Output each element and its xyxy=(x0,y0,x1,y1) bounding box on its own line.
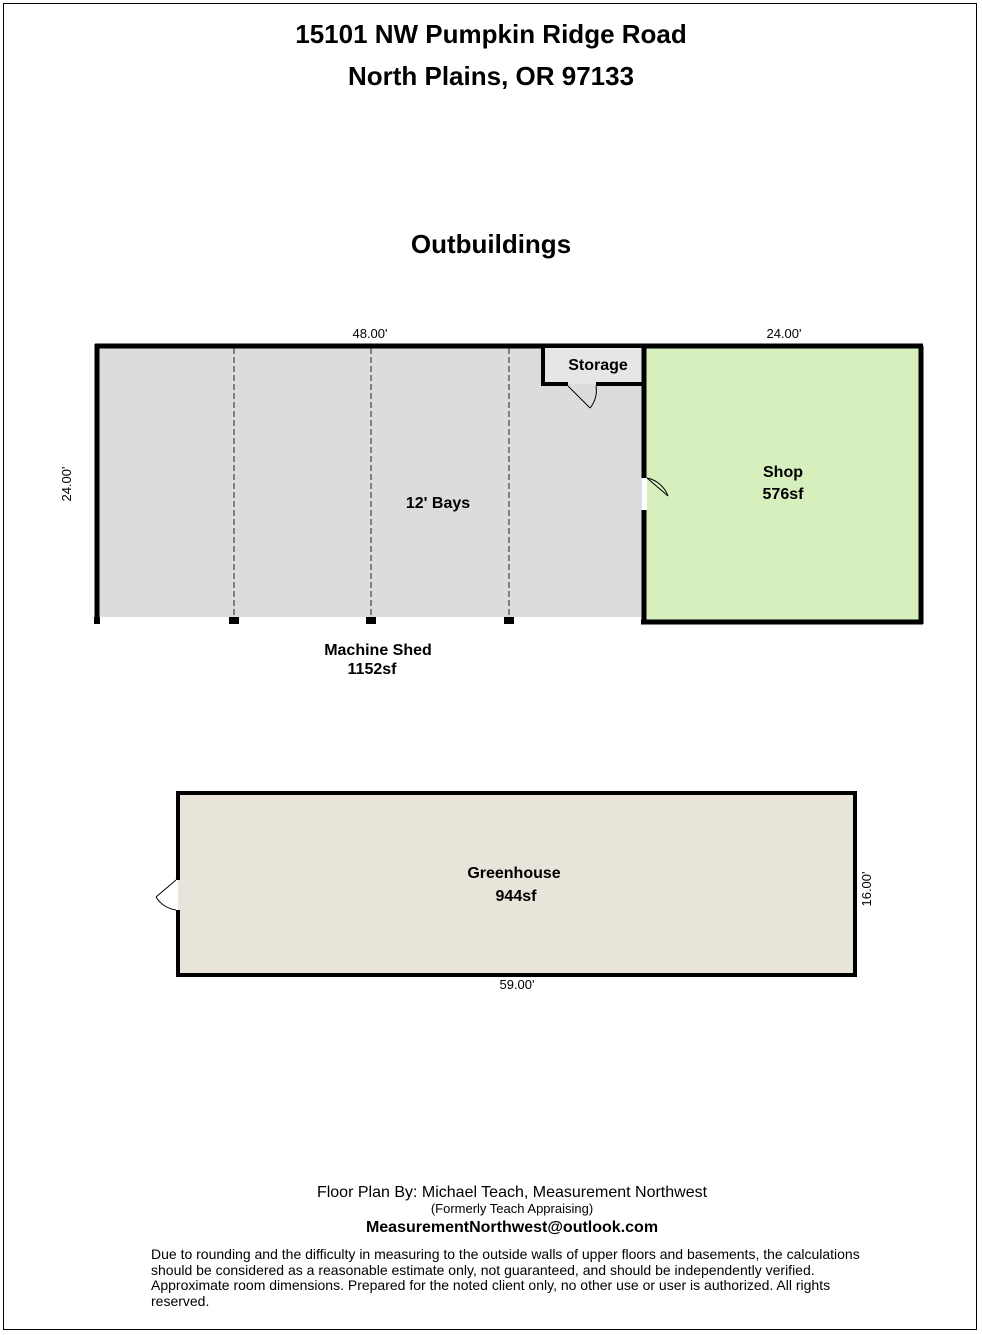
footer-credit: Floor Plan By: Michael Teach, Measurement Northwest xyxy=(316,1184,708,1201)
greenhouse-depth-dimension: 16.00' xyxy=(859,871,874,907)
shop-label: Shop xyxy=(763,464,803,481)
machine-shed-area: 1152sf xyxy=(347,661,397,678)
footer-email[interactable]: MeasurementNorthwest@outlook.com xyxy=(365,1219,659,1236)
post xyxy=(229,617,239,624)
post xyxy=(366,617,376,624)
address-line-2: North Plains, OR 97133 xyxy=(347,61,635,91)
machine-shed-label: Machine Shed xyxy=(324,642,432,659)
storage-label: Storage xyxy=(568,357,628,374)
greenhouse-door-swing xyxy=(156,897,176,910)
greenhouse-area: 944sf xyxy=(495,888,537,905)
post xyxy=(504,617,514,624)
shop-door-opening xyxy=(642,478,647,510)
greenhouse-floor xyxy=(178,793,855,975)
disclaimer: Due to rounding and the difficulty in measuring to the outside walls of upper floors and basements, the calculations should be considered as a reasonable estimate only, not guaranteed, and should be independently verified. Approximate room dimensions. Prepared for the noted client only, no other use or user is authorized. All rights reserved. xyxy=(151,1246,860,1309)
shop-floor xyxy=(645,346,921,622)
greenhouse-width-dimension: 59.00' xyxy=(499,977,535,992)
post xyxy=(94,617,100,624)
address-line-1: 15101 NW Pumpkin Ridge Road xyxy=(295,19,687,49)
machine-shed-depth-dimension: 24.00' xyxy=(59,466,74,502)
machine-shed-width-dimension: 48.00' xyxy=(352,326,388,341)
footer-formerly: (Formerly Teach Appraising) xyxy=(430,1201,594,1216)
section-title: Outbuildings xyxy=(410,229,572,259)
bays-label: 12' Bays xyxy=(405,495,471,512)
shop-area: 576sf xyxy=(762,486,804,503)
greenhouse-door xyxy=(156,880,176,897)
shop-width-dimension: 24.00' xyxy=(766,326,802,341)
machine-shed-posts xyxy=(94,617,514,624)
greenhouse-label: Greenhouse xyxy=(467,865,561,882)
